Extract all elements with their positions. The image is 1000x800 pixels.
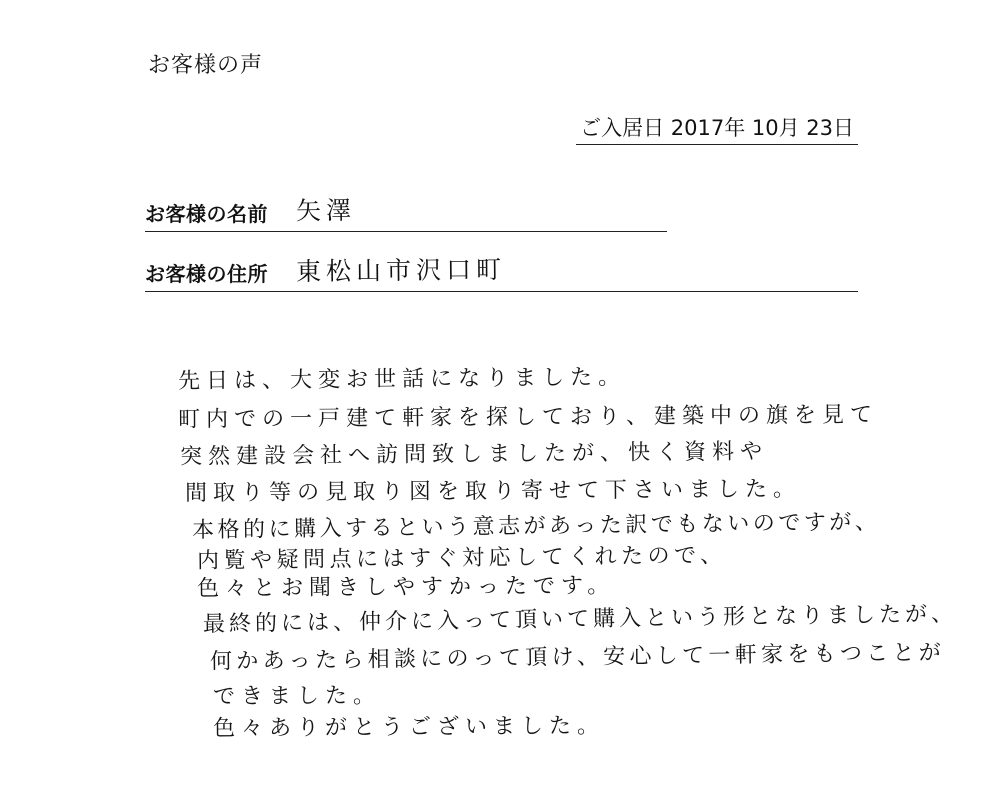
message-line: 町内での一戸建て軒家を探しており、建築中の旗を見て (177, 402, 879, 433)
message-line: 何かあったら相談にのって頂け、安心して一軒家をもつことが (209, 640, 946, 675)
message-line: 間取り等の見取り図を取り寄せて下さいました。 (184, 476, 802, 507)
customer-name-value: 矢澤 (295, 195, 357, 226)
move-in-date: ご入居日 2017年 10月 23日 (576, 112, 858, 145)
message-line: 最終的には、仲介に入って頂いて購入という形となりましたが、 (202, 601, 958, 638)
customer-address-value: 東松山市沢口町 (295, 254, 507, 287)
message-line: 先日は、大変お世話になりました。 (177, 365, 627, 394)
customer-name-label: お客様の名前 (145, 202, 268, 226)
page-title: お客様の声 (148, 53, 264, 78)
message-line: 突然建設会社へ訪問致しましたが、快く資料や (179, 439, 769, 470)
message-line: できました。 (212, 683, 382, 710)
customer-address-label: お客様の住所 (145, 262, 268, 286)
message-line: 本格的に購入するという意志があった訳でもないのですが、 (191, 509, 881, 544)
message-line: 色々とお聞きしやすかったです。 (196, 573, 616, 602)
message-line: 色々ありがとうございました。 (212, 713, 606, 742)
message-line: 内覧や疑問点にはすぐ対応してくれたので、 (196, 543, 727, 574)
